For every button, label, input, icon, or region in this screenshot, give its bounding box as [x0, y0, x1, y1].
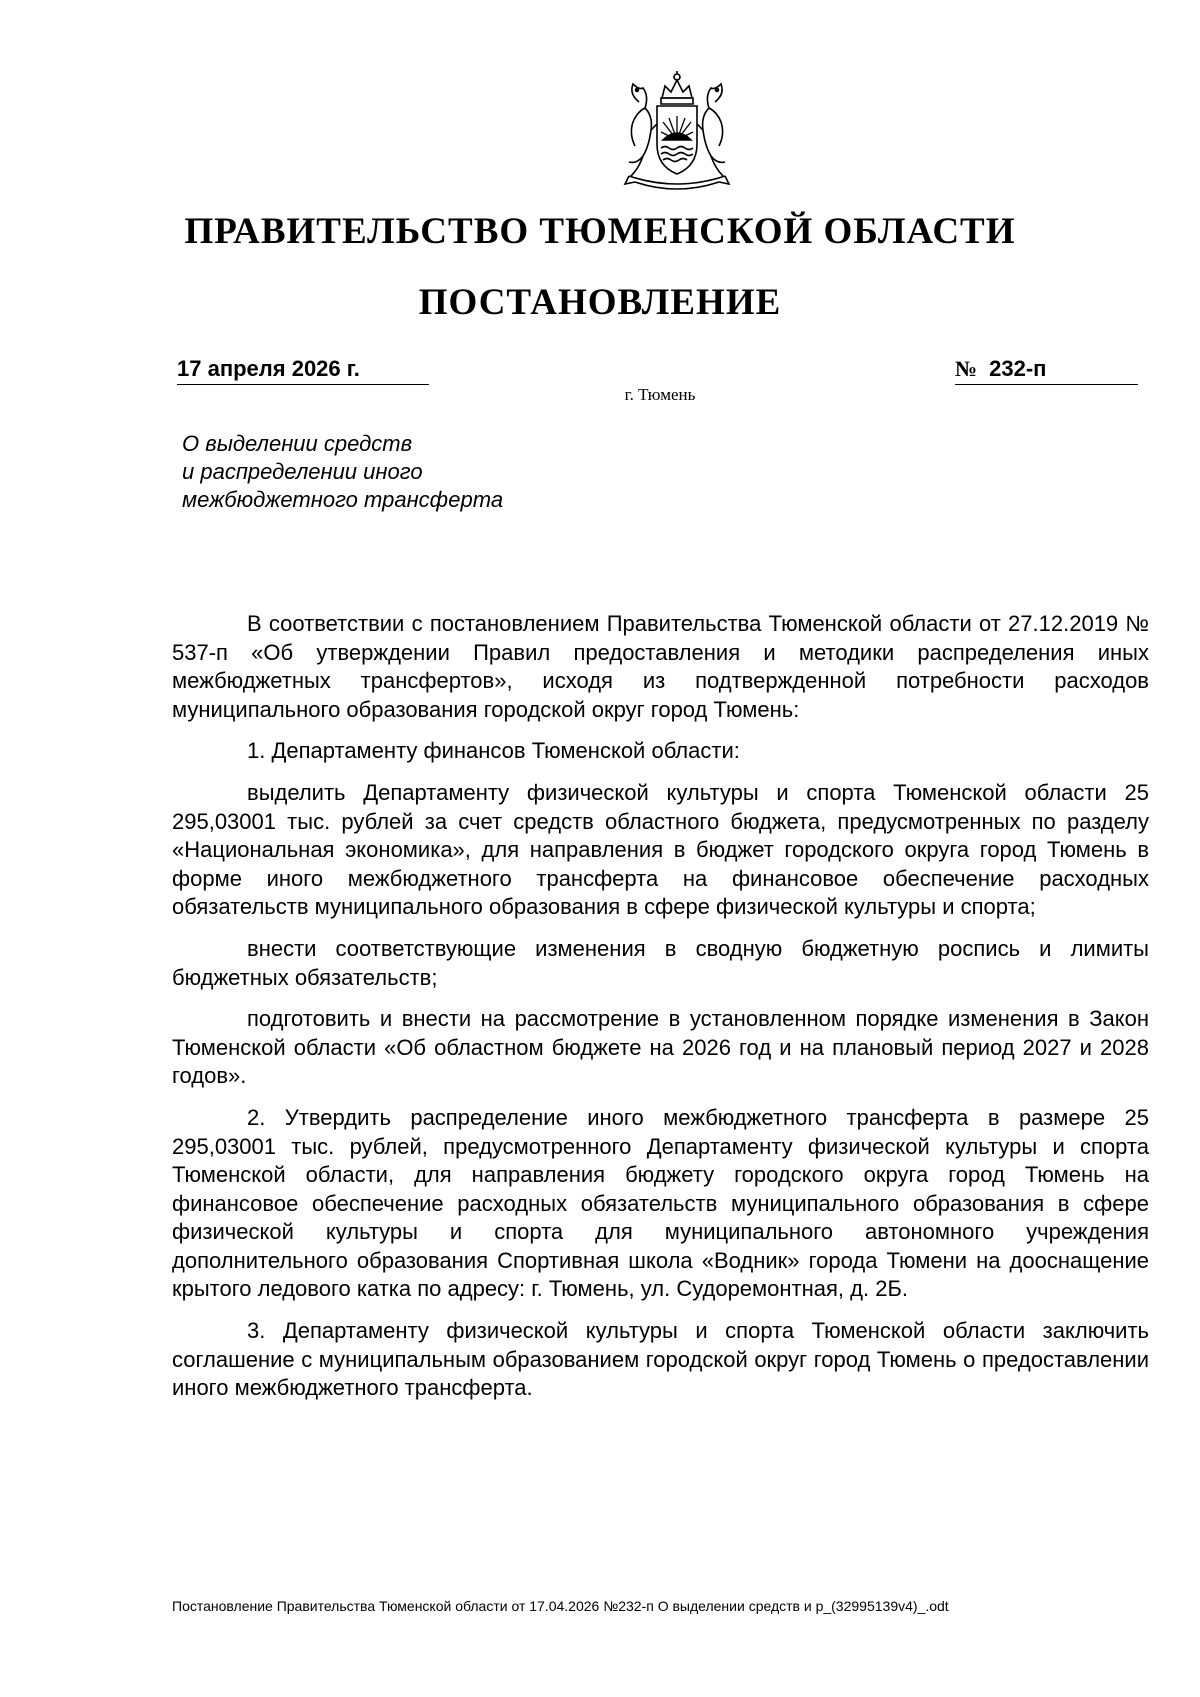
body-paragraph: подготовить и внести на рассмотрение в установленном порядке изменения в Закон Тюменской области «Об областном бюджете на 2026 год и на плановый период 2027 и 2028 годов».	[172, 1006, 1149, 1089]
body-paragraph: 3. Департаменту физической культуры и спорта Тюменской области заключить соглашение с муниципальным образованием городской округ город Тюмень о предоставлении иного межбюджетного трансферта.	[172, 1318, 1149, 1401]
document-type-title: ПОСТАНОВЛЕНИЕ	[418, 282, 782, 323]
city-label: г. Тюмень	[624, 385, 696, 404]
body-paragraph: 1. Департаменту финансов Тюменской области:	[247, 738, 740, 764]
coat-of-arms-emblem	[599, 68, 755, 196]
document-footer: Постановление Правительства Тюменской области от 17.04.2026 №232-п О выделении средств и р_(32995139v4)_.odt	[172, 1598, 949, 1614]
document-number: 232-п	[989, 356, 1047, 381]
document-body	[172, 610, 1149, 1416]
subject-line: и распределении иного	[182, 459, 423, 484]
body-paragraph: В соответствии с постановлением Правительства Тюменской области от 27.12.2019 № 537-п «Об утверждении Правил предоставления и методики распределения иных межбюджетных трансфертов», исходя из подтвержденной потребности расходов муниципального образования городской округ город Тюмень:	[172, 611, 1149, 722]
body-paragraph: 2. Утвердить распределение иного межбюджетного трансферта в размере 25 295,03001 тыс. рублей, предусмотренного Департаменту физической культуры и спорта Тюменской области, для направления бюджету городского округа город Тюмень на финансовое обеспечение расходных обязательств муниципального образования в сфере физической культуры и спорта для муниципального автономного учреждения дополнительного образования Спортивная школа «Водник» города Тюмени на дооснащение крытого ледового катка по адресу: г. Тюмень, ул. Судоремонтная, д. 2Б.	[172, 1104, 1149, 1302]
document-date: 17 апреля 2026 г.	[177, 354, 429, 385]
number-prefix: №	[955, 356, 978, 381]
government-title: ПРАВИТЕЛЬСТВО ТЮМЕНСКОЙ ОБЛАСТИ	[184, 211, 1016, 252]
document-subject	[182, 430, 602, 514]
body-paragraph: выделить Департаменту физической культуры и спорта Тюменской области 25 295,03001 тыс. рублей за счет средств областного бюджета, предусмотренных по разделу «Национальная экономика», для направления в бюджет городского округа город Тюмень в форме иного межбюджетного трансферта на финансовое обеспечение расходных обязательств муниципального образования в сфере физической культуры и спорта;	[172, 779, 1149, 920]
document-number-field	[955, 354, 1138, 385]
body-paragraph: внести соответствующие изменения в сводную бюджетную роспись и лимиты бюджетных обязательств;	[172, 935, 1149, 990]
subject-line: межбюджетного трансферта	[182, 487, 504, 512]
subject-line: О выделении средств	[182, 431, 413, 456]
